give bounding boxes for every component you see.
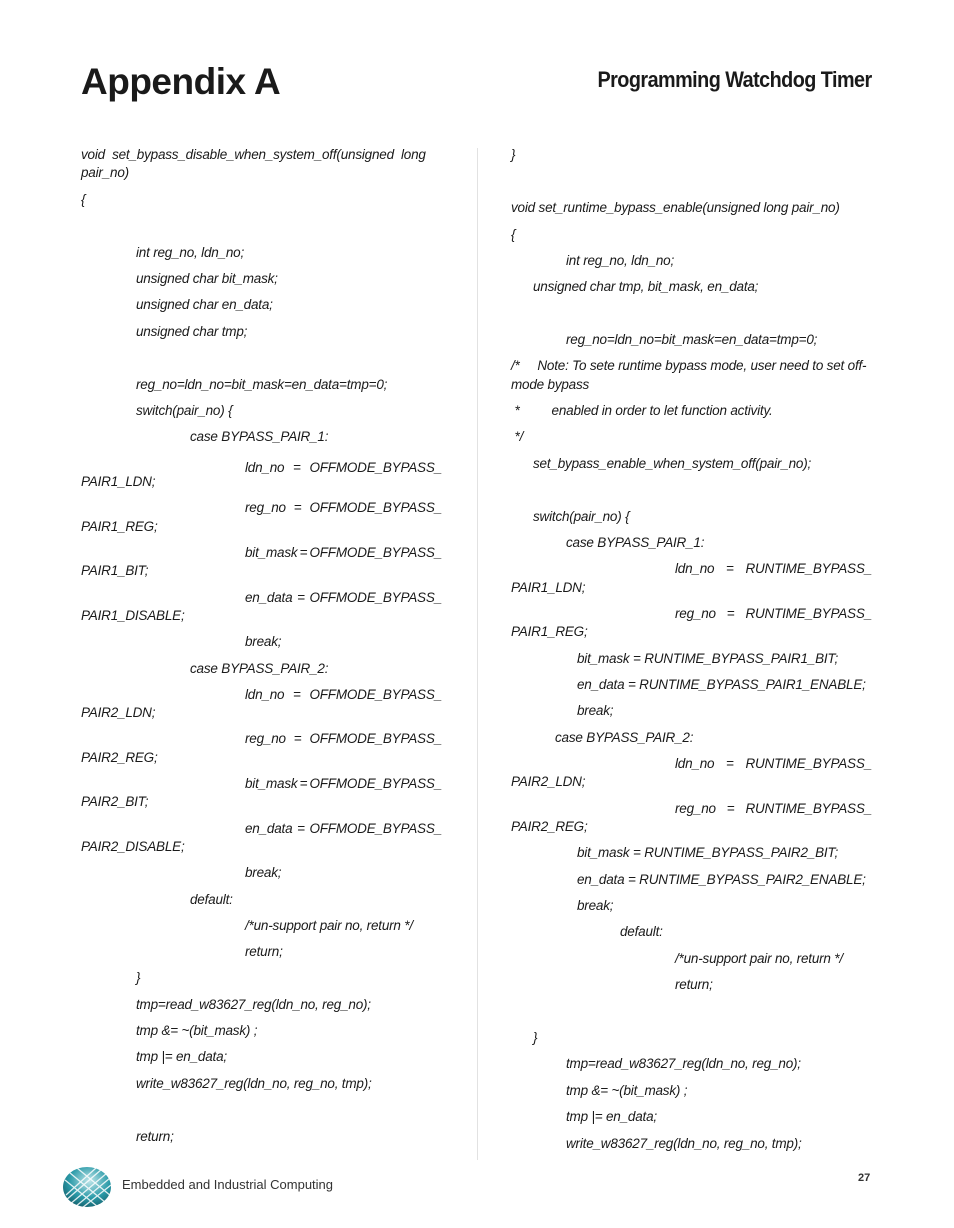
code-line [675, 755, 872, 773]
code-line: PAIR2_REG; [81, 750, 158, 765]
code-token: OFFMODE_BYPASS_ [309, 500, 442, 515]
code-line: default: [190, 892, 233, 907]
code-line: en_data = RUNTIME_BYPASS_PAIR1_ENABLE; [577, 677, 866, 692]
code-token: RUNTIME_BYPASS_ [745, 561, 872, 576]
code-line: reg_no=ldn_no=bit_mask=en_data=tmp=0; [566, 332, 818, 347]
code-token: en_data [245, 821, 293, 836]
code-line: PAIR2_BIT; [81, 794, 149, 809]
code-token: ldn_no [245, 460, 285, 475]
code-line: PAIR1_BIT; [81, 563, 149, 578]
code-token: ldn_no [675, 561, 715, 576]
page-title: Appendix A [81, 61, 281, 102]
code-line: } [533, 1030, 538, 1045]
code-line: PAIR1_LDN; [81, 474, 156, 489]
code-token: ldn_no [675, 756, 715, 771]
code-line: * enabled in order to let function activity. [511, 403, 773, 418]
code-line: PAIR1_REG; [511, 624, 588, 639]
code-line: unsigned char tmp; [136, 324, 248, 339]
code-line [675, 560, 872, 578]
code-line: PAIR2_LDN; [81, 705, 156, 720]
code-token: = [297, 590, 305, 605]
code-token: OFFMODE_BYPASS_ [309, 460, 442, 475]
code-line: break; [577, 898, 614, 913]
code-token: = [293, 731, 302, 746]
code-token: OFFMODE_BYPASS_ [309, 776, 442, 791]
code-line: write_w83627_reg(ldn_no, reg_no, tmp); [566, 1136, 802, 1151]
section-title: Programming Watchdog Timer [597, 67, 872, 92]
code-line [245, 686, 442, 704]
code-line: case BYPASS_PAIR_1: [566, 535, 705, 550]
code-token: = [293, 500, 302, 515]
code-token: reg_no [245, 731, 286, 746]
code-line: PAIR1_DISABLE; [81, 608, 185, 623]
code-token: RUNTIME_BYPASS_ [745, 801, 872, 816]
footer-company: Embedded and Industrial Computing [122, 1177, 334, 1192]
code-line: break; [577, 703, 614, 718]
page-number: 27 [858, 1172, 871, 1184]
code-line: pair_no) [81, 165, 129, 180]
code-token: ldn_no [245, 687, 285, 702]
code-token: = [726, 801, 735, 816]
code-token: bit_mask [245, 545, 298, 560]
code-line: reg_no=ldn_no=bit_mask=en_data=tmp=0; [136, 377, 388, 392]
globe-logo-icon [60, 1163, 112, 1209]
code-token: reg_no [245, 500, 286, 515]
code-line: return; [136, 1129, 174, 1144]
code-line: break; [245, 634, 282, 649]
code-line: tmp=read_w83627_reg(ldn_no, reg_no); [136, 997, 371, 1012]
code-token: = [299, 776, 308, 791]
code-line: switch(pair_no) { [533, 509, 630, 524]
code-line: unsigned char tmp, bit_mask, en_data; [533, 279, 759, 294]
code-line: default: [620, 924, 663, 939]
code-token: = [726, 561, 734, 576]
code-line [245, 775, 442, 793]
code-line: mode bypass [511, 377, 590, 392]
code-line: write_w83627_reg(ldn_no, reg_no, tmp); [136, 1076, 372, 1091]
code-line: PAIR1_LDN; [511, 580, 586, 595]
code-line: en_data = RUNTIME_BYPASS_PAIR2_ENABLE; [577, 872, 866, 887]
code-token: OFFMODE_BYPASS_ [309, 687, 442, 702]
code-line [245, 459, 442, 477]
code-line: int reg_no, ldn_no; [136, 245, 245, 260]
code-line: void set_runtime_bypass_enable(unsigned long pair_no) [511, 200, 840, 215]
code-line: unsigned char en_data; [136, 297, 273, 312]
code-line: } [511, 147, 516, 162]
code-line: PAIR2_REG; [511, 819, 588, 834]
code-token: = [299, 545, 308, 560]
code-line [245, 589, 442, 607]
code-line: bit_mask = RUNTIME_BYPASS_PAIR2_BIT; [577, 845, 839, 860]
code-token: OFFMODE_BYPASS_ [309, 731, 442, 746]
code-line: /* Note: To sete runtime bypass mode, user need to set off- [511, 358, 867, 373]
code-token: reg_no [675, 801, 716, 816]
code-token: bit_mask [245, 776, 298, 791]
code-token: OFFMODE_BYPASS_ [309, 590, 442, 605]
code-line [245, 499, 442, 517]
code-token: OFFMODE_BYPASS_ [309, 821, 442, 836]
code-line: void set_bypass_disable_when_system_off(unsigned long [81, 147, 426, 162]
code-line: case BYPASS_PAIR_1: [190, 429, 329, 444]
code-line: set_bypass_enable_when_system_off(pair_no); [533, 456, 812, 471]
code-line: PAIR2_DISABLE; [81, 839, 185, 854]
code-line: { [81, 192, 86, 207]
code-line: return; [245, 944, 283, 959]
code-line: case BYPASS_PAIR_2: [190, 661, 329, 676]
code-line: tmp &= ~(bit_mask) ; [136, 1023, 258, 1038]
code-line: unsigned char bit_mask; [136, 271, 278, 286]
code-line: tmp |= en_data; [566, 1109, 657, 1124]
code-token: = [726, 606, 735, 621]
code-line [245, 544, 442, 562]
code-line: break; [245, 865, 282, 880]
code-line: tmp |= en_data; [136, 1049, 227, 1064]
code-token: = [293, 687, 301, 702]
code-line: PAIR2_LDN; [511, 774, 586, 789]
code-token: = [297, 821, 305, 836]
code-line: { [511, 227, 516, 242]
code-line [675, 800, 872, 818]
code-line: PAIR1_REG; [81, 519, 158, 534]
code-token: RUNTIME_BYPASS_ [745, 606, 872, 621]
code-token: = [293, 460, 301, 475]
code-line: */ [511, 429, 524, 444]
code-line: switch(pair_no) { [136, 403, 233, 418]
code-line [675, 605, 872, 623]
code-line: int reg_no, ldn_no; [566, 253, 675, 268]
code-line [245, 730, 442, 748]
code-line: /*un-support pair no, return */ [245, 918, 413, 933]
code-line: tmp=read_w83627_reg(ldn_no, reg_no); [566, 1056, 801, 1071]
code-line: case BYPASS_PAIR_2: [555, 730, 694, 745]
code-token: reg_no [675, 606, 716, 621]
code-token: RUNTIME_BYPASS_ [745, 756, 872, 771]
code-token: = [726, 756, 734, 771]
code-line: /*un-support pair no, return */ [675, 951, 843, 966]
code-line [245, 820, 442, 838]
code-line: bit_mask = RUNTIME_BYPASS_PAIR1_BIT; [577, 651, 839, 666]
code-line: return; [675, 977, 713, 992]
code-token: en_data [245, 590, 293, 605]
column-divider [477, 148, 478, 1160]
code-line: } [136, 970, 141, 985]
code-line: tmp &= ~(bit_mask) ; [566, 1083, 688, 1098]
code-token: OFFMODE_BYPASS_ [309, 545, 442, 560]
